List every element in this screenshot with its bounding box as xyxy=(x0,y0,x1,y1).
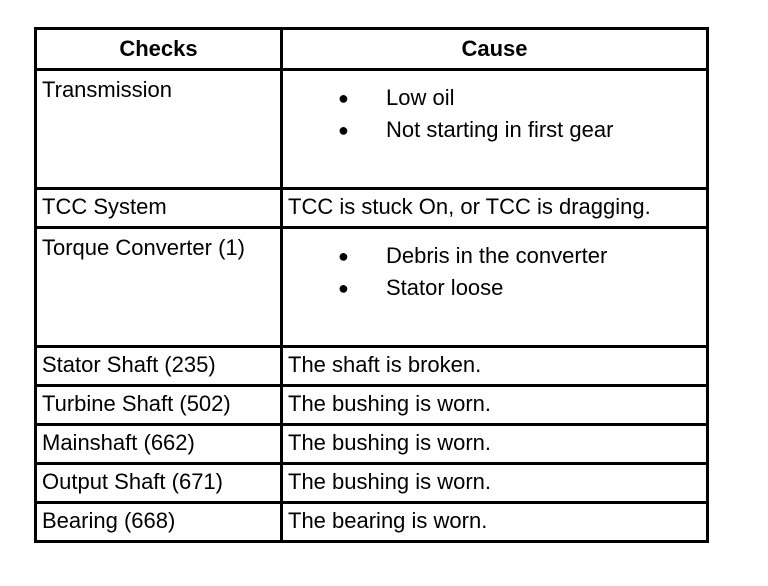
bullet-icon: ● xyxy=(338,88,349,108)
cause-cell xyxy=(282,228,708,347)
table-row xyxy=(36,464,708,503)
table-header-row xyxy=(36,29,708,70)
table-row xyxy=(36,189,708,228)
table-row xyxy=(36,70,708,189)
bullet-icon: ● xyxy=(338,120,349,140)
list-item xyxy=(288,115,702,147)
cause-text: Stator loose xyxy=(386,275,504,300)
cause-cell: The bushing is worn. xyxy=(282,425,708,464)
cause-cell xyxy=(282,70,708,189)
cause-cell: The bushing is worn. xyxy=(282,386,708,425)
cause-cell: The bearing is worn. xyxy=(282,503,708,542)
cause-list xyxy=(288,83,702,147)
check-cell: Bearing (668) xyxy=(36,503,282,542)
list-item xyxy=(288,273,702,305)
cause-text: Debris in the converter xyxy=(386,243,608,268)
table-row xyxy=(36,425,708,464)
table-row xyxy=(36,228,708,347)
diagnosis-table xyxy=(34,27,709,543)
check-cell: Transmission xyxy=(36,70,282,189)
check-cell: Mainshaft (662) xyxy=(36,425,282,464)
cause-text: Low oil xyxy=(386,85,455,110)
list-item xyxy=(288,241,702,273)
bullet-icon: ● xyxy=(338,246,349,266)
check-cell: Stator Shaft (235) xyxy=(36,347,282,386)
check-cell: Torque Converter (1) xyxy=(36,228,282,347)
check-cell: TCC System xyxy=(36,189,282,228)
cause-cell: The shaft is broken. xyxy=(282,347,708,386)
cause-column-header: Cause xyxy=(282,29,708,70)
table-row xyxy=(36,503,708,542)
check-cell: Output Shaft (671) xyxy=(36,464,282,503)
cause-list xyxy=(288,241,702,305)
checks-column-header: Checks xyxy=(36,29,282,70)
cause-cell: TCC is stuck On, or TCC is dragging. xyxy=(282,189,708,228)
table-row xyxy=(36,347,708,386)
check-cell: Turbine Shaft (502) xyxy=(36,386,282,425)
cause-text: Not starting in first gear xyxy=(386,117,614,142)
list-item xyxy=(288,83,702,115)
cause-cell: The bushing is worn. xyxy=(282,464,708,503)
bullet-icon: ● xyxy=(338,278,349,298)
table-row xyxy=(36,386,708,425)
